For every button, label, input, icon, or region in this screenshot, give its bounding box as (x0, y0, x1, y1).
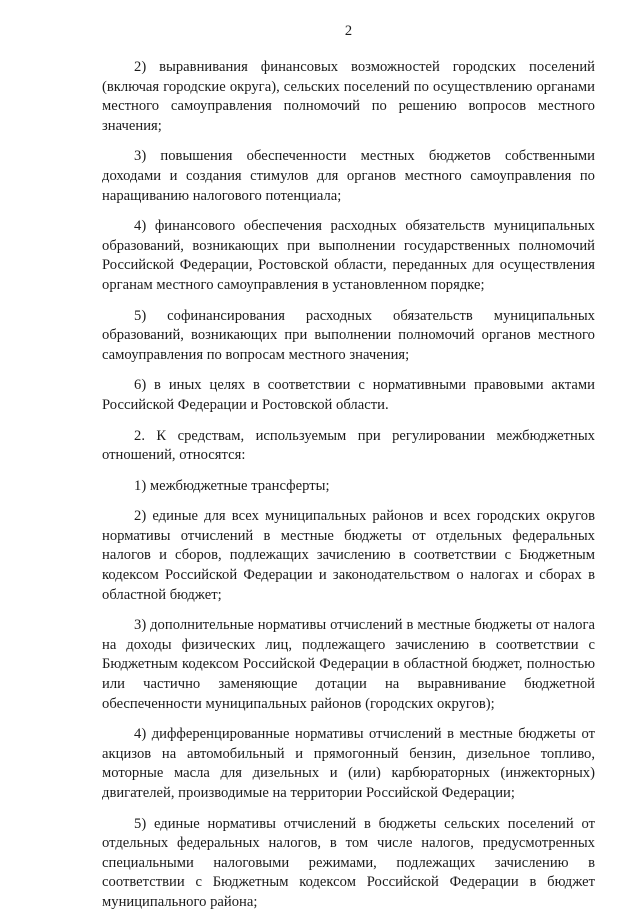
paragraph: 2. К средствам, используемым при регулировании межбюджетных отношений, относятся: (102, 427, 595, 464)
page-number: 2 (344, 23, 353, 39)
paragraph: 2) единые для всех муниципальных районов и всех городских округов нормативы отчислений в местные бюджеты от отдельных федеральных налогов и сборов, подлежащих зачислению в соответствии с Бюджетным кодексом Российской Федерации и законодательством о налогах и сборах в областной бюджет; (102, 508, 595, 603)
paragraph: 3) повышения обеспеченности местных бюджетов собственными доходами и создания стимулов для органов местного самоуправления по наращиванию налогового потенциала; (102, 148, 595, 204)
paragraph: 6) в иных целях в соответствии с нормативными правовыми актами Российской Федерации и Ростовской области. (102, 377, 595, 413)
paragraph: 1) межбюджетные трансферты; (134, 477, 330, 494)
paragraph: 5) софинансирования расходных обязательств муниципальных образований, возникающих при выполнении полномочий органов местного самоуправления по вопросам местного значения; (102, 307, 595, 363)
document-body (102, 58, 595, 924)
paragraph: 5) единые нормативы отчислений в бюджеты сельских поселений от отдельных федеральных налогов, в том числе налогов, предусмотренных специальными налоговыми режимами, подлежащих зачислению в соответствии с Бюджетным кодексом Российской Федерации в бюджет муниципального района; (102, 815, 595, 910)
paragraph: 4) финансового обеспечения расходных обязательств муниципальных образований, возникающих при выполнении государственных полномочий Российской Федерации, Ростовской области, переданных для осуществления органам местного самоуправления в установленном порядке; (102, 218, 595, 293)
paragraph: 4) дифференцированные нормативы отчислений в местные бюджеты от акцизов на автомобильный и прямогонный бензин, дизельное топливо, моторные масла для дизельных и (или) карбюраторных (инжекторных) двигателей, производимые на территории Российской Федерации; (102, 726, 595, 801)
paragraph: 2) выравнивания финансовых возможностей городских поселений (включая городские округа), сельских поселений по осуществлению органами местного самоуправления полномочий по решению вопросов местного значения; (102, 59, 595, 134)
paragraph: 3) дополнительные нормативы отчислений в местные бюджеты от налога на доходы физических лиц, подлежащего зачислению в соответствии с Бюджетным кодексом Российской Федерации в областной бюджет, полностью или частично заменяющие дотации на выравнивание бюджетной обеспеченности муниципальных районов (городских округов); (102, 617, 595, 712)
